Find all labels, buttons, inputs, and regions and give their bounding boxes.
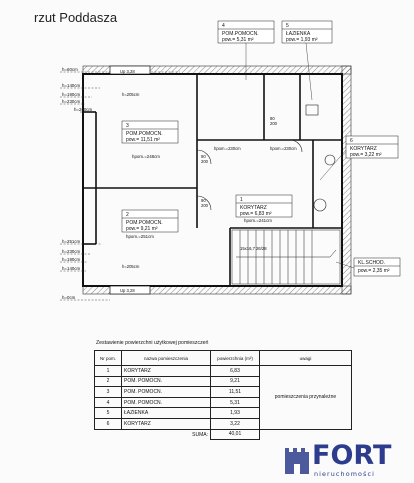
door-label: 200 xyxy=(201,159,208,164)
interior-walls xyxy=(83,74,342,286)
sum-value: 40,01 xyxy=(211,429,260,440)
table-caption: Zestawienie powierzchni użytkowej pomieszczeń xyxy=(96,340,209,346)
plan-labels xyxy=(120,69,297,293)
room-area: pow.= 9,21 m² xyxy=(126,226,158,232)
castle-icon xyxy=(282,440,312,476)
logo-subtitle: nieruchomości xyxy=(314,470,375,478)
row-name: POM. POMOCN. xyxy=(122,397,211,408)
height-label: h=205cm xyxy=(122,92,140,97)
table-header: Nr pom. xyxy=(95,351,122,366)
row-name: ŁAZIENKA xyxy=(122,408,211,419)
room-name: POM.POMOCN. xyxy=(222,31,259,37)
room-area: pow.= 3,22 m² xyxy=(350,152,382,158)
door-label: 90 xyxy=(201,198,206,203)
stairs xyxy=(232,230,340,284)
level-label: h=190cm xyxy=(62,92,81,97)
window-label: Up 3,28 xyxy=(120,69,135,74)
level-label: h=140cm xyxy=(62,83,81,88)
level-label: h=0cm xyxy=(62,295,76,300)
logo-word: FORT xyxy=(312,440,392,471)
page-title: rzut Poddasza xyxy=(34,10,118,25)
toilet-icon xyxy=(325,155,335,165)
row-number: 6 xyxy=(95,418,122,429)
window-label: Up 3,28 xyxy=(120,288,135,293)
room-number: 4 xyxy=(222,23,225,29)
sink-icon xyxy=(314,199,326,211)
area-table xyxy=(94,350,352,440)
row-name: KORYTARZ xyxy=(122,366,211,377)
outer-wall xyxy=(83,74,342,286)
room-name: POM.POMOCN. xyxy=(126,131,163,137)
room-area: pow.= 6,83 m² xyxy=(240,211,272,217)
row-number: 4 xyxy=(95,397,122,408)
row-area: 5,31 xyxy=(211,397,260,408)
roof-hatch-right xyxy=(342,66,351,294)
table-row xyxy=(95,366,352,377)
room-name: KORYTARZ xyxy=(240,205,267,211)
row-number: 3 xyxy=(95,387,122,398)
row-number: 5 xyxy=(95,408,122,419)
room-height: hpom.=248cm xyxy=(132,154,160,159)
door-label: 80 xyxy=(270,116,275,121)
row-name: KORYTARZ xyxy=(122,418,211,429)
room-number: 1 xyxy=(240,197,243,203)
room-number: 3 xyxy=(126,123,129,129)
row-area: 1,93 xyxy=(211,408,260,419)
table-header: uwagi xyxy=(260,351,352,366)
room-area: pow.= 1,93 m² xyxy=(286,37,318,43)
room-height: hpom.=241cm xyxy=(244,218,272,223)
room-name: KORYTARZ xyxy=(350,146,377,152)
level-label: h=230cm xyxy=(62,99,81,104)
room-area: pow.= 2,35 m² xyxy=(358,268,390,274)
row-area: 6,83 xyxy=(211,366,260,377)
row-number: 1 xyxy=(95,366,122,377)
room-area: pow.= 5,31 m² xyxy=(222,37,254,43)
level-labels xyxy=(62,67,93,300)
stairs-label: 15x16,7 26/28 xyxy=(240,246,267,251)
room-number: 6 xyxy=(350,138,353,144)
row-area: 11,51 xyxy=(211,387,260,398)
table-sum-row xyxy=(95,429,352,440)
company-logo xyxy=(282,440,410,480)
level-label: h=60cm xyxy=(62,67,78,72)
height-label: h=205cm xyxy=(122,264,140,269)
fixture-icon xyxy=(306,105,318,115)
table-header: powierzchnia (m²) xyxy=(211,351,260,366)
row-remark: pomieszczenia przynależne xyxy=(260,366,352,430)
room-number: 5 xyxy=(286,23,289,29)
door-label: 90 xyxy=(201,154,206,159)
row-number: 2 xyxy=(95,376,122,387)
door-label: 200 xyxy=(270,121,277,126)
row-area: 3,22 xyxy=(211,418,260,429)
row-name: POM. POMOCN. xyxy=(122,376,211,387)
room-height: hpom.=251cm xyxy=(126,234,154,239)
table-header-row xyxy=(95,351,352,366)
table-header: nazwa pomieszczenia xyxy=(122,351,211,366)
level-label: h=230cm xyxy=(62,249,81,254)
level-label: h=190cm xyxy=(62,257,81,262)
door-label: 200 xyxy=(201,203,208,208)
height-label: hpom.=230cm xyxy=(214,146,241,151)
height-label: hpom.=230cm xyxy=(270,146,297,151)
room-number: 2 xyxy=(126,212,129,218)
row-name: POM. POMOCN. xyxy=(122,387,211,398)
room-name: KL.SCHOD. xyxy=(358,260,385,266)
level-label: h=251cm xyxy=(62,239,81,244)
row-area: 9,21 xyxy=(211,376,260,387)
room-name: POM.POMOCN. xyxy=(126,220,163,226)
level-label: h=260cm xyxy=(74,107,93,112)
sum-label: SUMA: xyxy=(192,431,208,438)
room-name: ŁAZIENKA xyxy=(286,31,311,37)
level-label: h=140cm xyxy=(62,266,81,271)
room-area: pow.= 11,51 m² xyxy=(126,137,160,143)
